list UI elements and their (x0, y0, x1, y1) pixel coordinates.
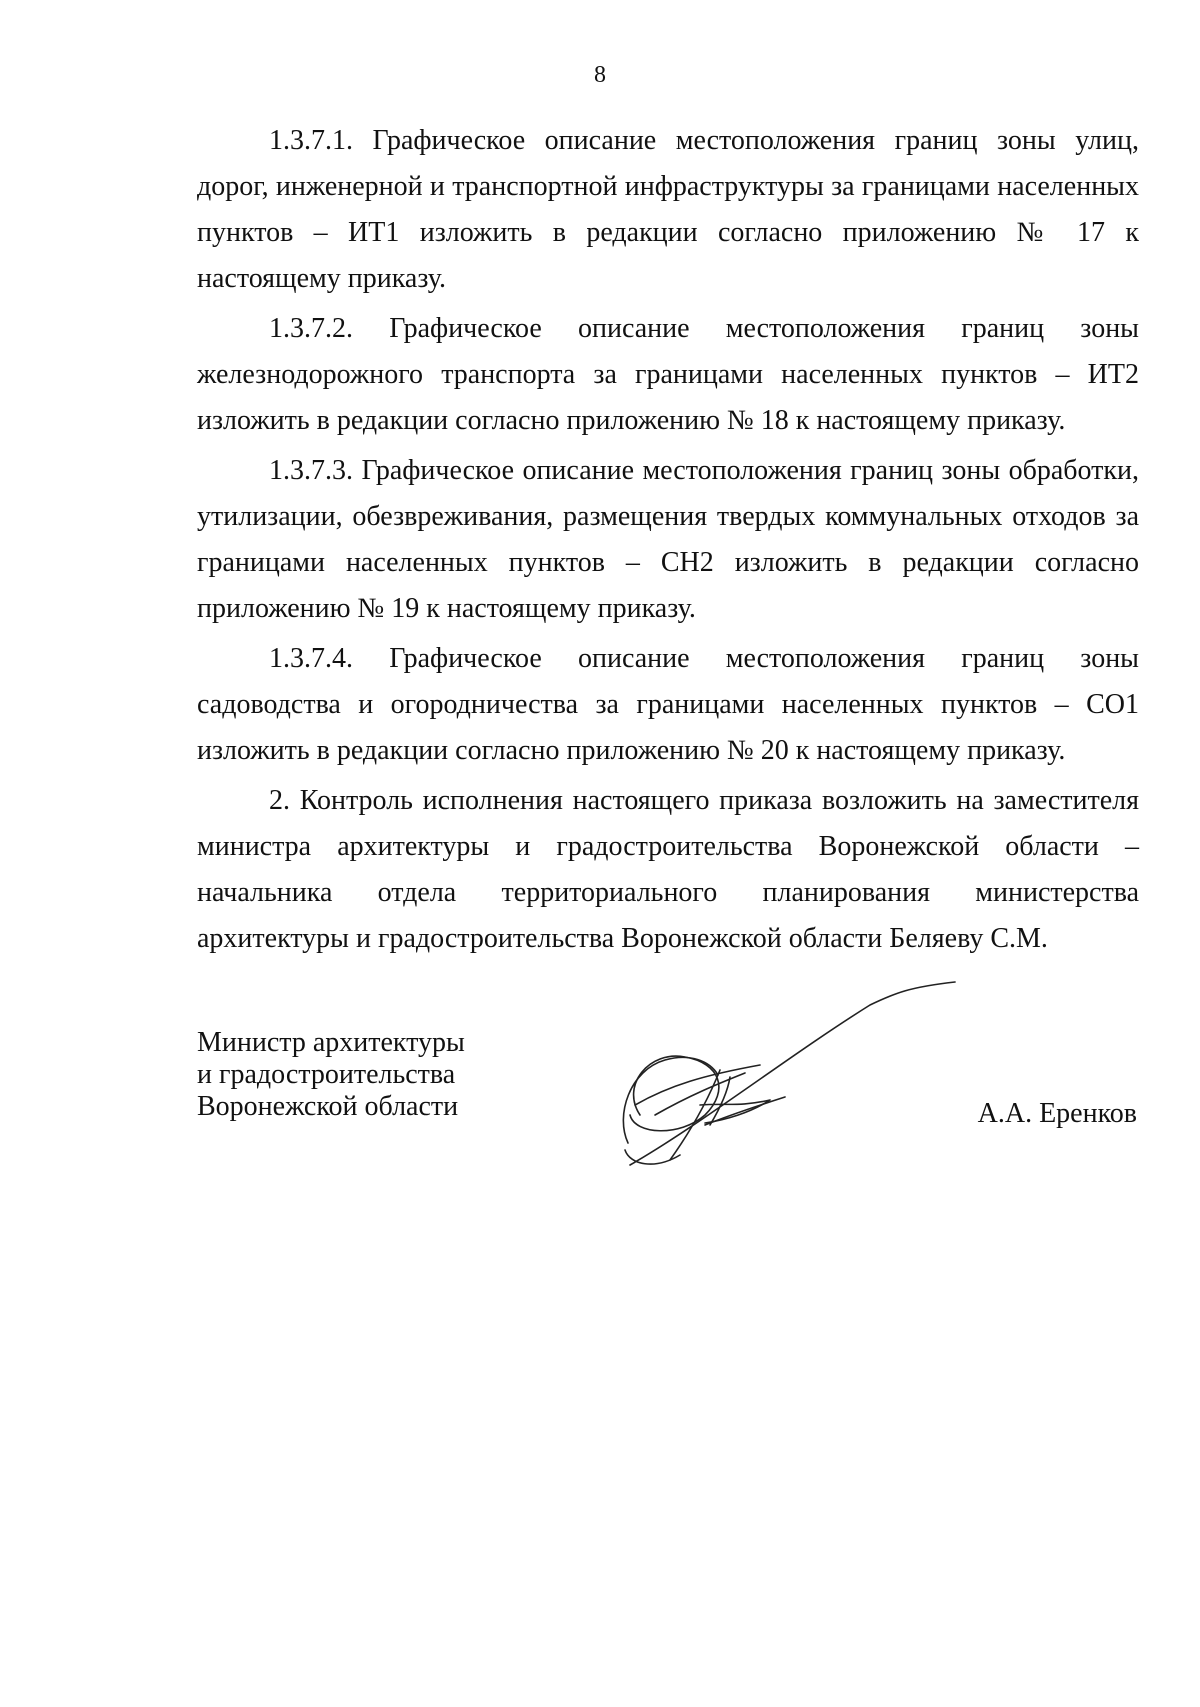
document-body (197, 118, 1139, 966)
paragraph-1-3-7-4: 1.3.7.4. Графическое описание местоположения границ зоны садоводства и огородничества за границами населенных пунктов – СО1 изложить в редакции согласно приложению № 20 к настоящему приказу. (197, 643, 1139, 766)
page-number: 8 (594, 62, 606, 88)
signer-name: А.А. Еренков (977, 1098, 1137, 1129)
paragraph-2-control: 2. Контроль исполнения настоящего приказа возложить на заместителя министра архитектуры и градостроительства Воронежской области – начальника отдела территориального планирования министерства архитектуры и градостроительства Воронежской области Беляеву С.М. (197, 785, 1139, 954)
signer-position-line: Воронежской области (197, 1091, 459, 1122)
paragraph-1-3-7-3: 1.3.7.3. Графическое описание местоположения границ зоны обработки, утилизации, обезвреживания, размещения твердых коммунальных отходов за границами населенных пунктов – СН2 изложить в редакции согласно приложению № 19 к настоящему приказу. (197, 455, 1139, 624)
handwritten-signature (610, 965, 970, 1185)
signer-position-line: Министр архитектуры (197, 1027, 465, 1058)
paragraph-1-3-7-1: 1.3.7.1. Графическое описание местоположения границ зоны улиц, дорог, инженерной и транспортной инфраструктуры за границами населенных пунктов – ИТ1 изложить в редакции согласно приложению № 17 к настоящему приказу. (197, 125, 1139, 294)
signer-position (197, 1027, 465, 1123)
signer-position-line: и градостроительства (197, 1059, 456, 1090)
paragraph-1-3-7-2: 1.3.7.2. Графическое описание местоположения границ зоны железнодорожного транспорта за границами населенных пунктов – ИТ2 изложить в редакции согласно приложению № 18 к настоящему приказу. (197, 313, 1139, 436)
